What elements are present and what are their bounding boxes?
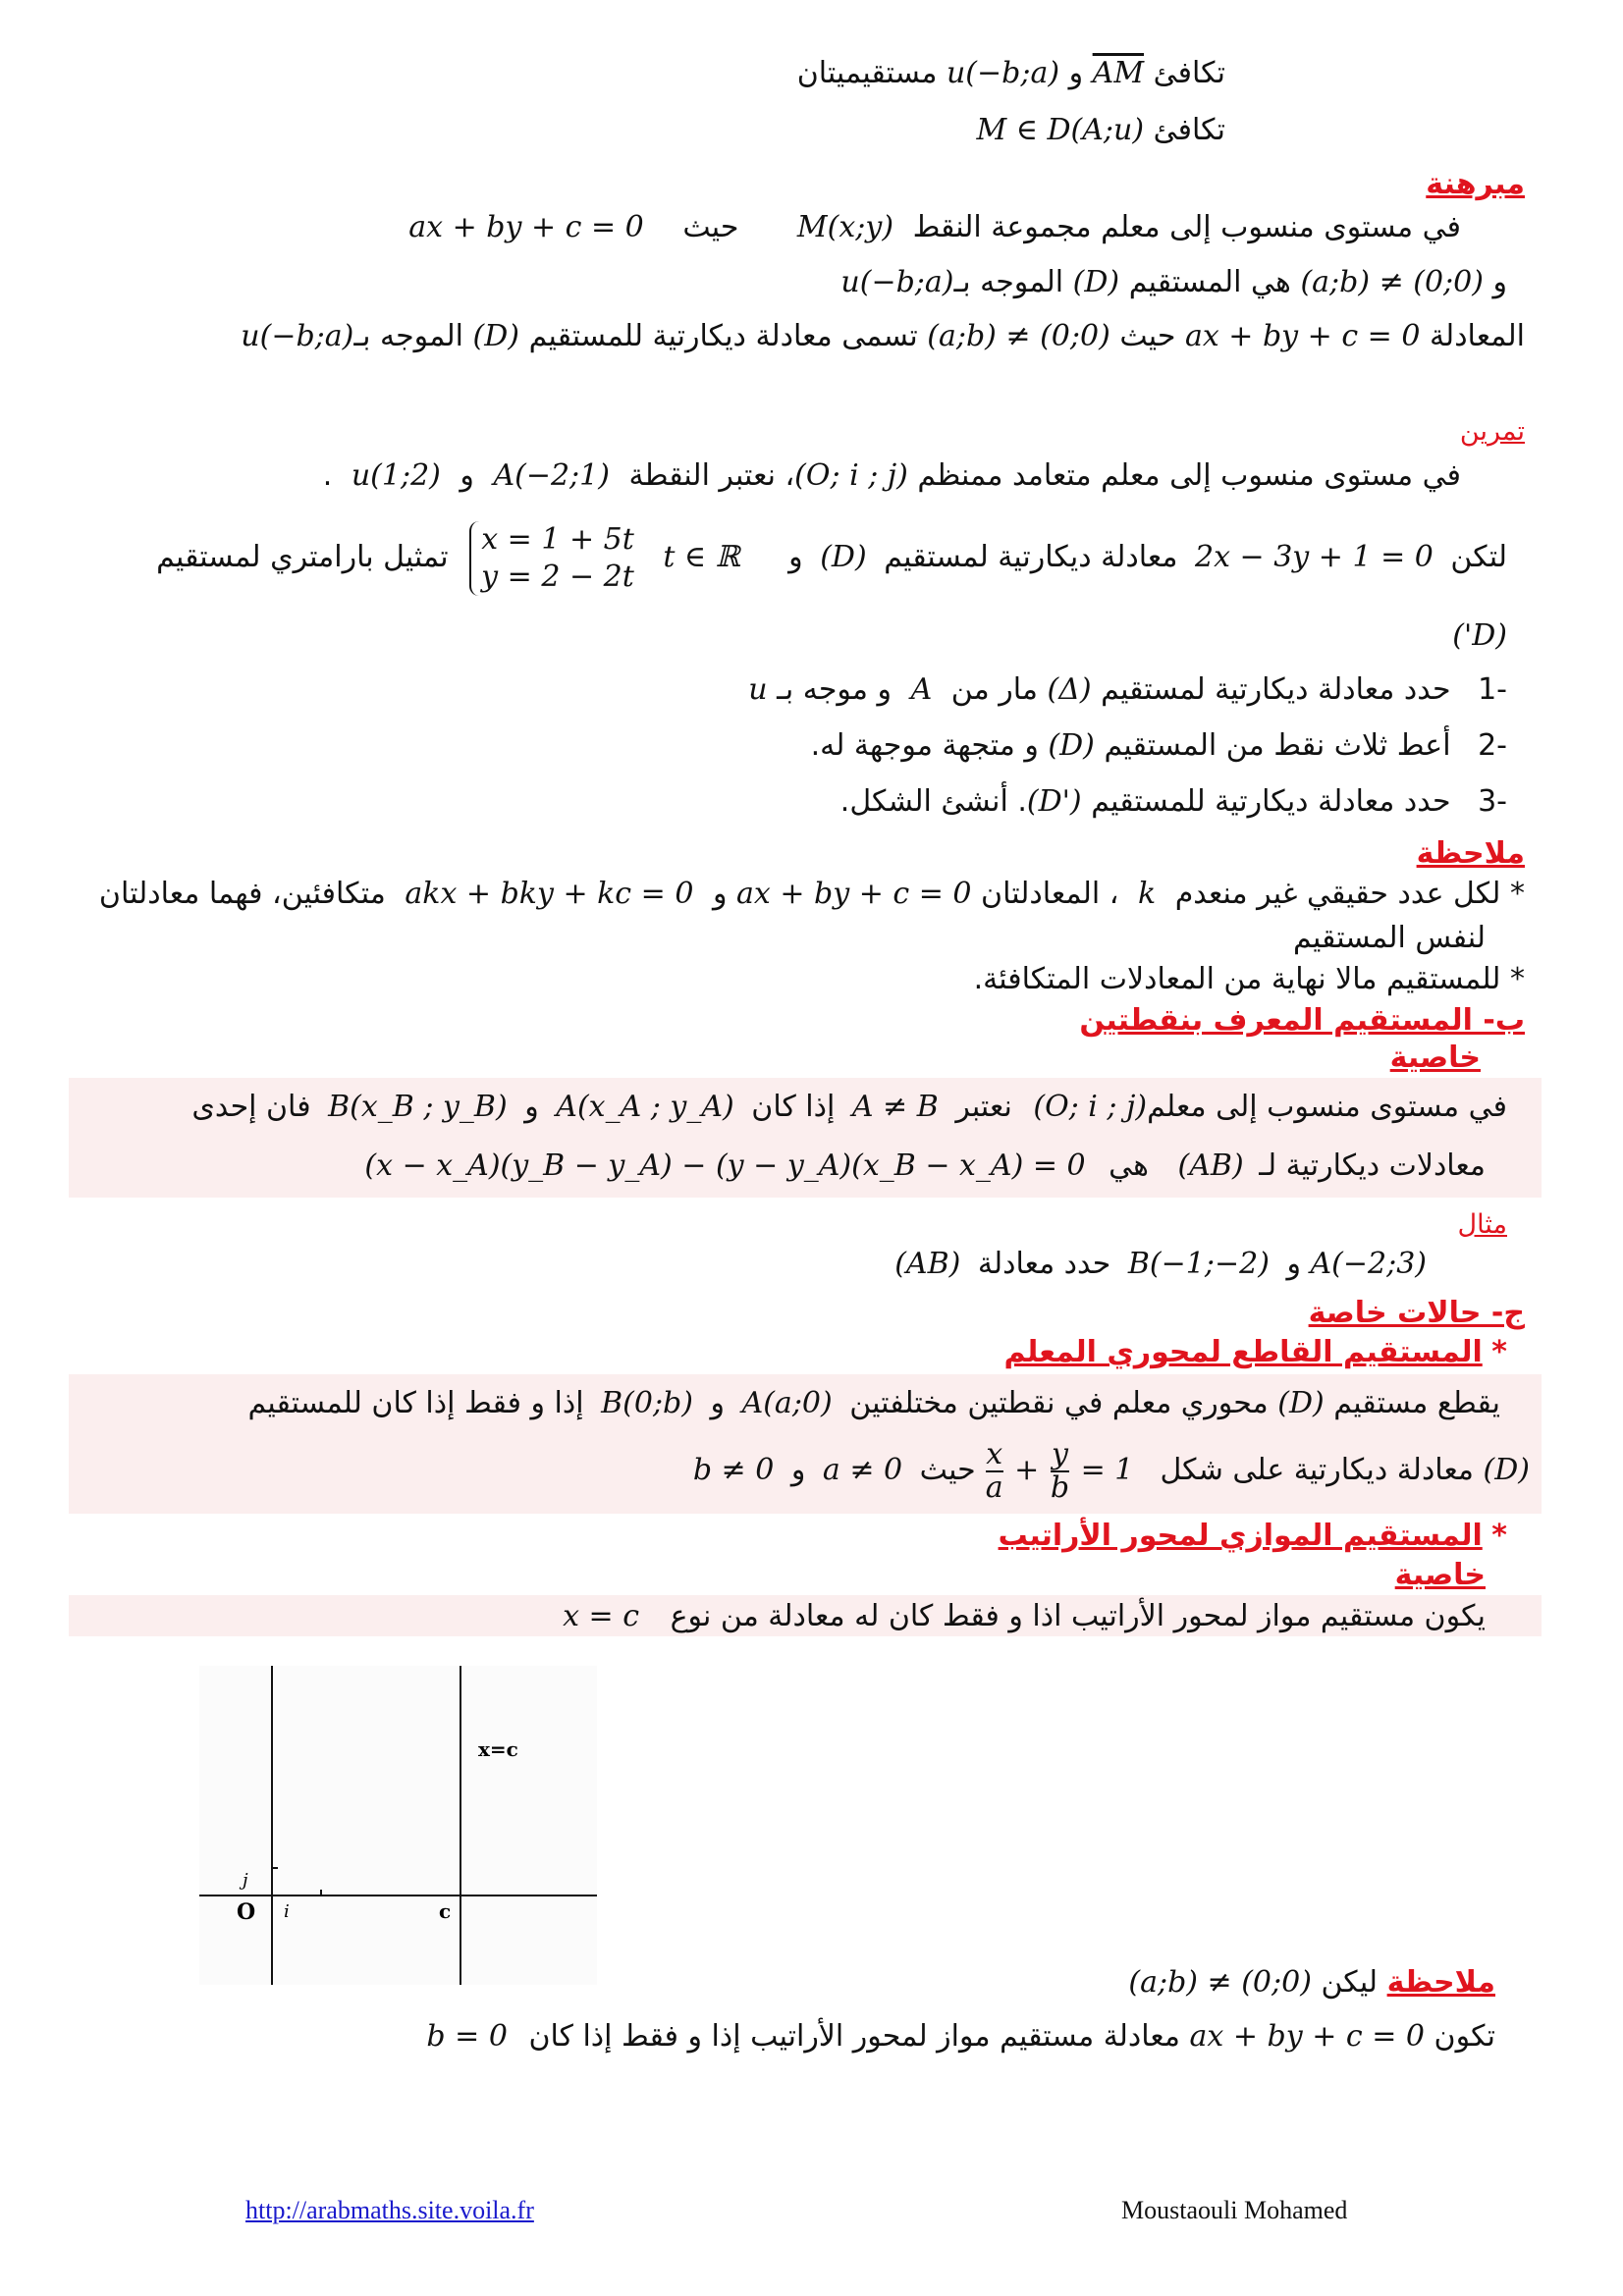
- question-2: -2 أعط ثلاث نقط من المستقيم (D) و متجهة موجهة له.: [810, 728, 1507, 763]
- c-label: c: [439, 1899, 452, 1923]
- note-1-line-1: * لكل عدد حقيقي غير منعدم k ، المعادلتان ax + by + c = 0 و akx + bky + kc = 0 متكافئين، فهما معادلتان: [98, 877, 1525, 911]
- theorem-line-3: المعادلة ax + by + c = 0 حيث (a;b) ≠ (0;0) تسمى معادلة ديكارتية للمستقيم (D) الموجه بـu(−b;a): [241, 319, 1525, 353]
- section-b-heading: ب- المستقيم المعرف بنقطتين: [1079, 1003, 1525, 1038]
- example-heading: مثال: [1457, 1209, 1507, 1240]
- exercise-line-1: في مستوى منسوب إلى معلم متعامد ممنظم (O; i ; j)، نعتبر النقطة A(−2;1) و u(1;2) .: [322, 458, 1461, 493]
- j-label: j: [243, 1870, 248, 1891]
- note-2-line-2: تكون ax + by + c = 0 معادلة مستقيم مواز لمحور الأراتيب إذا و فقط إذا كان b = 0: [426, 2019, 1495, 2054]
- property-heading-1: خاصية: [1389, 1041, 1481, 1075]
- note-heading-1: ملاحظة: [1416, 836, 1525, 871]
- intercept-form-equation: $\frac{x}{a}$ + $\frac{y}{b}$ = 1: [985, 1437, 1134, 1505]
- example-line: A(−2;3) و B(−1;−2) حدد معادلة (AB): [894, 1247, 1427, 1281]
- math-m-in-d: M ∈ D(A;u): [976, 113, 1145, 147]
- question-3: -3 حدد معادلة ديكارتية للمستقيم (D'). أنشئ الشكل.: [839, 784, 1507, 819]
- note-2-line-1: ملاحظة ليكن (a;b) ≠ (0;0): [1128, 1965, 1495, 2000]
- theorem-line-1: في مستوى منسوب إلى معلم مجموعة النقط M(x;y) حيث ax + by + c = 0: [408, 210, 1461, 244]
- theorem-line-2: و (a;b) ≠ (0;0) هي المستقيم (D) الموجه بـu(−b;a): [840, 265, 1507, 299]
- property-1-line-1: في مستوى منسوب إلى معلم(O; i ; j) نعتبر A ≠ B إذا كان A(x_A ; y_A) و B(x_B ; y_B) فان إحدى: [191, 1090, 1507, 1124]
- exercise-dprime: (D'): [1452, 618, 1507, 653]
- footer-link[interactable]: http://arabmaths.site.voila.fr: [245, 2196, 534, 2224]
- equivalence-line-1: تكافئ AM و u(−b;a) مستقيميتان: [796, 56, 1225, 90]
- property-heading-2: خاصية: [1394, 1558, 1486, 1592]
- origin-label: O: [237, 1899, 256, 1925]
- math-vector-u: u(−b;a): [946, 56, 1060, 90]
- property-2-line-1: يقطع مستقيم (D) محوري معلم في نقطتين مختلفتين A(a;0) و B(0;b) إذا و فقط إذا كان للمستقيم: [247, 1386, 1500, 1420]
- subsection-parallel-heading: * المستقيم الموازي لمحور الأراتيب: [998, 1519, 1507, 1553]
- subsection-axes-heading: * المستقيم القاطع لمحوري المعلم: [1003, 1335, 1507, 1369]
- footer-author: Moustaouli Mohamed: [1121, 2196, 1348, 2224]
- question-1: -1 حدد معادلة ديكارتية لمستقيم (Δ) مار من A و موجه بـ u: [748, 672, 1507, 707]
- figure-svg: [199, 1666, 597, 1985]
- i-label: i: [284, 1901, 290, 1922]
- section-c-heading: ج- حالات خاصة: [1308, 1296, 1525, 1330]
- note-1-line-1-continued: لنفس المستقيم: [1293, 921, 1486, 955]
- line-label: x=c: [478, 1737, 518, 1761]
- property-2-line-2: (D) معادلة ديكارتية على شكل $\frac{x}{a}$ + $\frac{y}{b}$ = 1 حيث a ≠ 0 و b ≠ 0: [692, 1437, 1530, 1505]
- property-3-line: يكون مستقيم مواز لمحور الأراتيب اذا و فقط كان له معادلة من نوع x = c: [563, 1599, 1486, 1633]
- math-vector-am: AM: [1092, 56, 1145, 90]
- exercise-line-2: لتكن 2x − 3y + 1 = 0 معادلة ديكارتية لمستقيم (D) و t ∈ ℝ x = 1 + 5t y = 2 − 2t تمثيل بارامتري لمستقيم: [156, 521, 1507, 594]
- theorem-heading: مبرهنة: [1426, 167, 1525, 201]
- property-1-line-2: معادلات ديكارتية لـ (AB) هي (x − x_A)(y_B − y_A) − (y − y_A)(x_B − x_A) = 0: [364, 1148, 1486, 1183]
- note-1-line-2: * للمستقيم مالا نهاية من المعادلات المتكافئة.: [973, 962, 1525, 996]
- parametric-system: x = 1 + 5t y = 2 − 2t: [469, 521, 634, 596]
- exercise-heading: تمرين: [1459, 416, 1525, 447]
- parallel-line-figure: [199, 1666, 597, 1985]
- equivalence-line-2: تكافئ M ∈ D(A;u): [976, 113, 1225, 147]
